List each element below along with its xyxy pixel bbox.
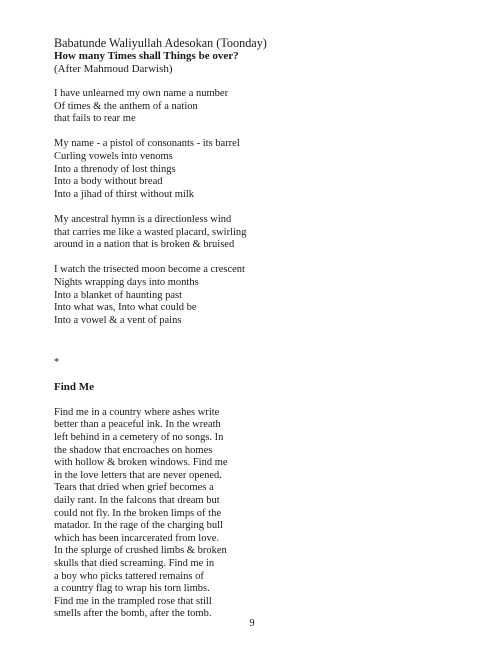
poem-line: better than a peaceful ink. In the wreath (54, 419, 221, 431)
poem-title: How many Times shall Things be over? (54, 50, 239, 62)
poem-line: Into what was, Into what could be (54, 302, 197, 314)
poem-line: In the splurge of crushed limbs & broken (54, 545, 227, 557)
poem-line: I have unlearned my own name a number (54, 88, 229, 99)
section-separator: * (54, 357, 60, 369)
poem-line: left behind in a cemetery of no songs. In (54, 432, 224, 444)
page-number: 9 (249, 618, 255, 629)
poem-line: Into a body without bread (54, 176, 163, 188)
poem-line: Find me in the trampled rose that still (54, 595, 212, 607)
poem-line: around in a nation that is broken & bruised (54, 239, 235, 251)
poem-line: with hollow & broken windows. Find me (54, 457, 228, 469)
stanza (54, 88, 454, 126)
poem-line: Into a vowel & a vent of pains (54, 314, 182, 326)
poem-line: a boy who picks tattered remains of (54, 570, 204, 582)
poem-line: Into a blanket of haunting past (54, 289, 183, 301)
poem-line: in the love letters that are never opened. (54, 469, 222, 481)
poem-line: that fails to rear me (54, 113, 136, 125)
stanza (54, 138, 454, 201)
poem-line: Tears that dried when grief becomes a (54, 482, 214, 494)
prose-poem (54, 407, 454, 621)
poem-line: that carries me like a wasted placard, swirling (54, 226, 247, 238)
poem-line: Into a jihad of thirst without milk (54, 188, 194, 200)
poem-line: Of times & the anthem of a nation (54, 100, 198, 112)
poem-line: My ancestral hymn is a directionless wind (54, 213, 232, 225)
poem-line: matador. In the rage of the charging bull (54, 520, 223, 532)
stanza (54, 264, 454, 327)
stanza (54, 214, 454, 252)
poem-dedication: (After Mahmoud Darwish) (54, 63, 173, 75)
poem-line: Nights wrapping days into months (54, 276, 199, 288)
poem-line: a country flag to wrap his torn limbs. (54, 583, 210, 595)
poem-line: Find me in a country where ashes write (54, 406, 220, 418)
poem-title: Find Me (54, 381, 95, 394)
poem-line: smells after the bomb, after the tomb. (54, 608, 212, 620)
page-content (54, 37, 454, 621)
poem-line: daily rant. In the falcons that dream but (54, 495, 220, 507)
poem-line: could not fly. In the broken limps of the (54, 507, 221, 519)
poem-line: skulls that died screaming. Find me in (54, 558, 215, 569)
poem-line: which has been incarcerated from love. (54, 532, 220, 544)
author-name: Babatunde Waliyullah Adesokan (Toonday) (54, 36, 267, 50)
poem-line: My name - a pistol of consonants - its barrel (54, 138, 240, 150)
poem-line: the shadow that encroaches on homes (54, 444, 213, 456)
poem-line: I watch the trisected moon become a crescent (54, 264, 245, 276)
poem-line: Curling vowels into venoms (54, 150, 173, 162)
poem-line: Into a threnody of lost things (54, 163, 176, 175)
